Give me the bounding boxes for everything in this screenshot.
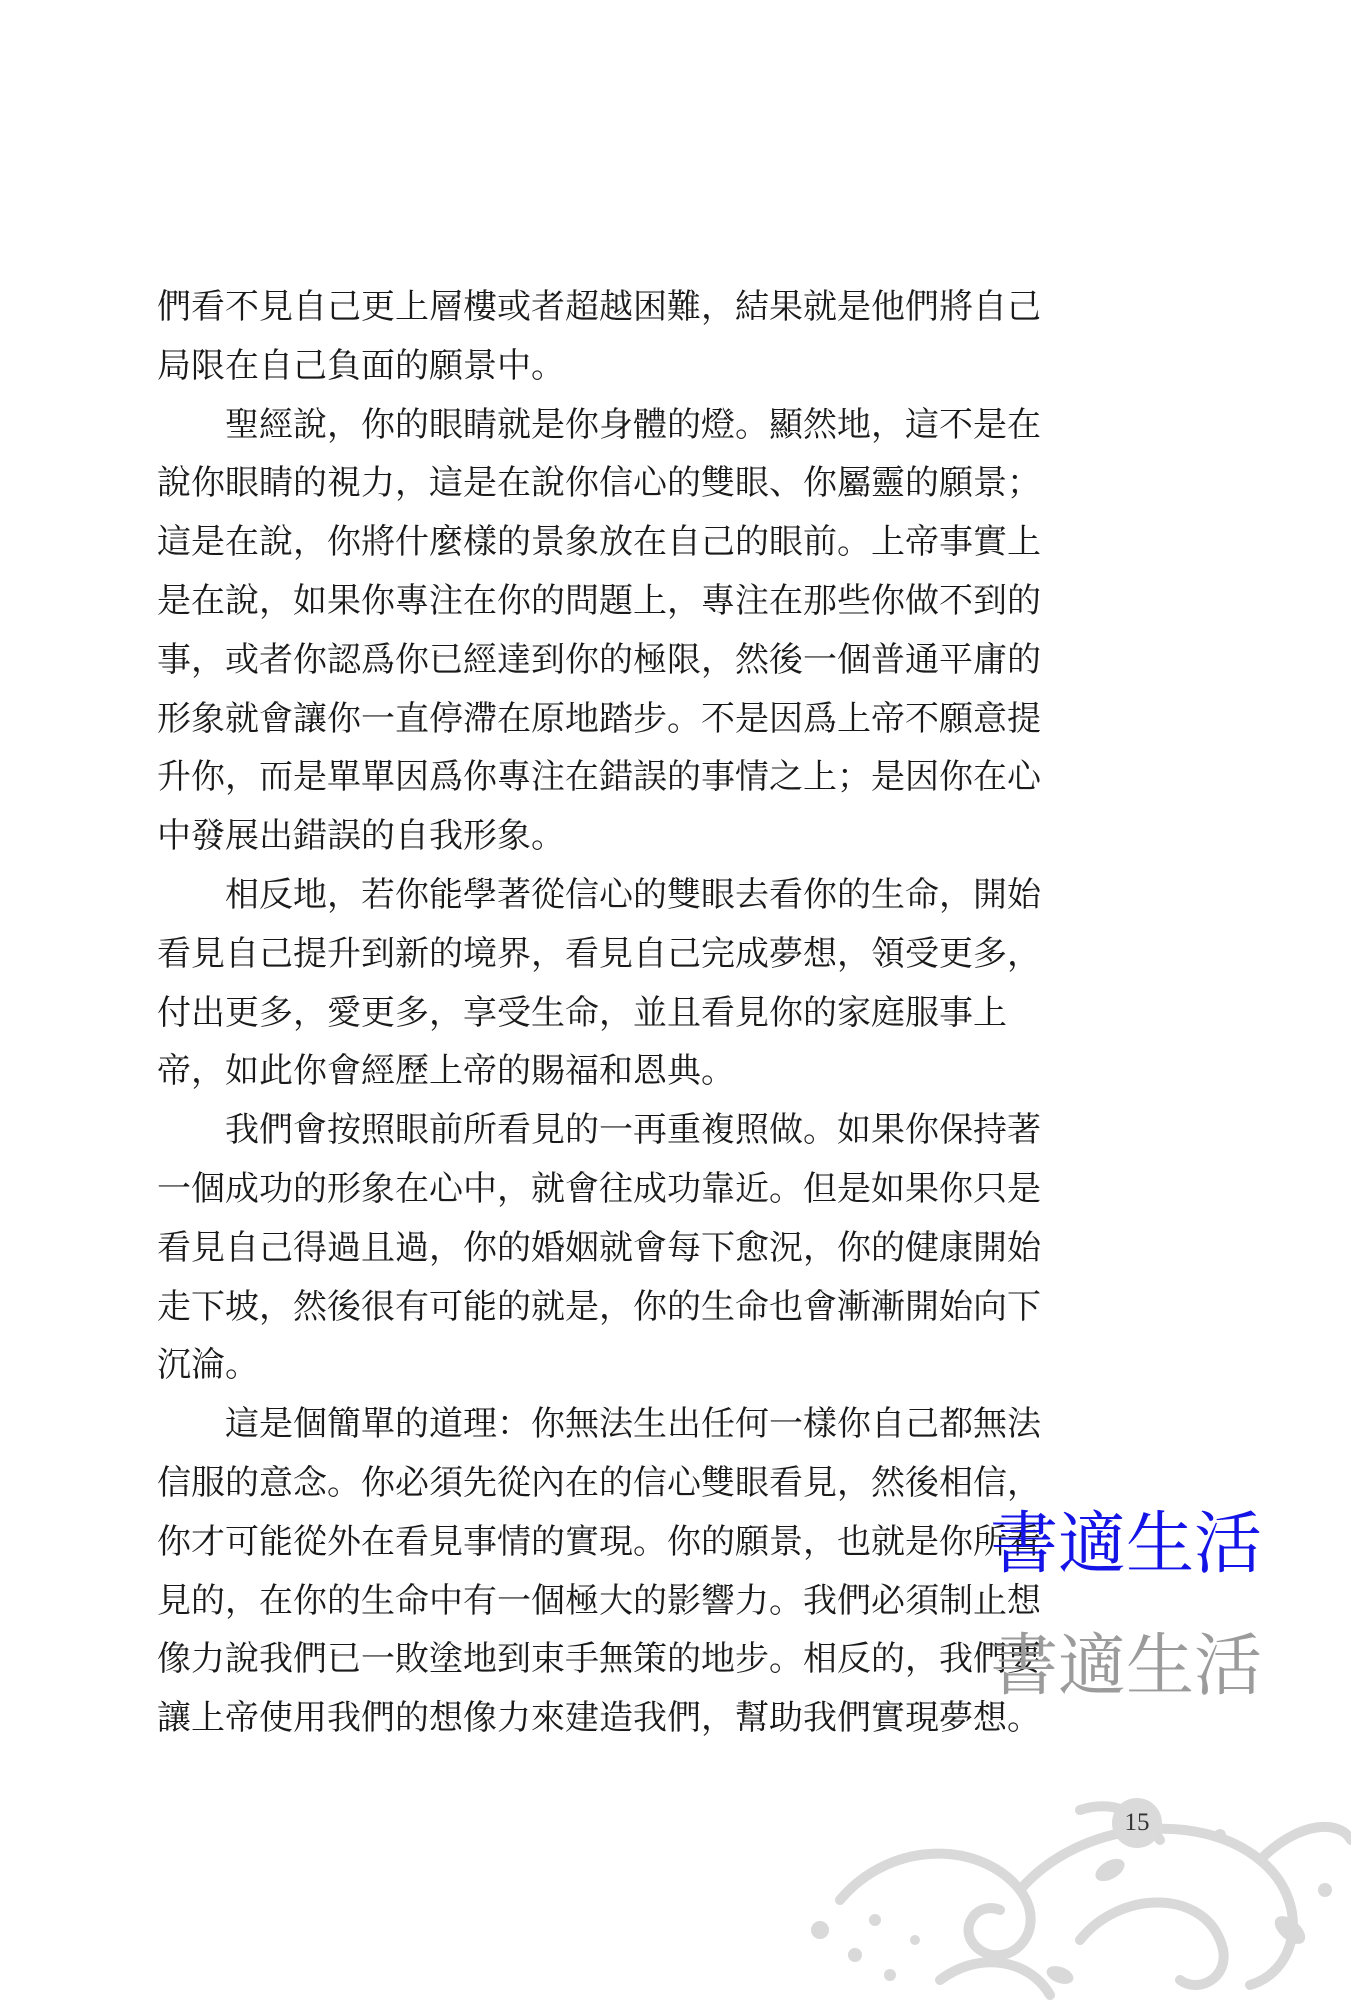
text-line: 升你，而是單單因爲你專注在錯誤的事情之上；是因你在心 bbox=[157, 757, 1041, 798]
watermark-secondary: 書適生活 bbox=[990, 1627, 1263, 1706]
text-line: 聖經說，你的眼睛就是你身體的燈。顯然地，這不是在 bbox=[225, 404, 1041, 445]
text-line: 們看不見自己更上層樓或者超越困難，結果就是他們將自己 bbox=[157, 287, 1041, 327]
text-line: 看見自己提升到新的境界，看見自己完成夢想，領受更多， bbox=[157, 933, 1041, 974]
text-line: 帝，如此你會經歷上帝的賜福和恩典。 bbox=[157, 1051, 735, 1092]
page-number: 15 bbox=[1124, 1809, 1150, 1836]
text-line: 這是個簡單的道理：你無法生出任何一樣你自己都無法 bbox=[225, 1404, 1041, 1445]
text-line: 一個成功的形象在心中，就會往成功靠近。但是如果你只是 bbox=[157, 1168, 1041, 1209]
text-line: 局限在自己負面的願景中。 bbox=[157, 345, 565, 386]
page-number-badge bbox=[1112, 1798, 1162, 1848]
text-line: 中發展出錯誤的自我形象。 bbox=[157, 816, 565, 857]
text-line: 沉淪。 bbox=[157, 1345, 259, 1386]
text-line: 信服的意念。你必須先從內在的信心雙眼看見，然後相信， bbox=[157, 1462, 1041, 1503]
text-line: 走下坡，然後很有可能的就是，你的生命也會漸漸開始向下 bbox=[157, 1286, 1041, 1327]
text-line: 事，或者你認爲你已經達到你的極限，然後一個普通平庸的 bbox=[157, 639, 1041, 680]
text-line: 見的，在你的生命中有一個極大的影響力。我們必須制止想 bbox=[157, 1580, 1041, 1621]
text-line: 我們會按照眼前所看見的一再重複照做。如果你保持著 bbox=[225, 1110, 1041, 1151]
text-line: 是在說，如果你專注在你的問題上，專注在那些你做不到的 bbox=[157, 580, 1041, 621]
text-line: 像力說我們已一敗塗地到束手無策的地步。相反的，我們要 bbox=[157, 1639, 1041, 1680]
text-line: 讓上帝使用我們的想像力來建造我們，幫助我們實現夢想。 bbox=[157, 1698, 1041, 1739]
text-line: 這是在說，你將什麼樣的景象放在自己的眼前。上帝事實上 bbox=[157, 522, 1041, 563]
body-text bbox=[157, 278, 1047, 1748]
text-line: 形象就會讓你一直停滯在原地踏步。不是因爲上帝不願意提 bbox=[157, 698, 1041, 739]
floral-swirl-icon bbox=[780, 1780, 1351, 2000]
text-line: 說你眼睛的視力，這是在說你信心的雙眼、你屬靈的願景； bbox=[157, 463, 1041, 504]
text-line: 看見自己得過且過，你的婚姻就會每下愈況，你的健康開始 bbox=[157, 1227, 1041, 1268]
text-line: 你才可能從外在看見事情的實現。你的願景，也就是你所看 bbox=[157, 1521, 1041, 1562]
text-line: 付出更多，愛更多，享受生命，並且看見你的家庭服事上 bbox=[157, 992, 1007, 1033]
watermark-primary: 書適生活 bbox=[990, 1505, 1263, 1584]
text-line: 相反地，若你能學著從信心的雙眼去看你的生命，開始 bbox=[225, 874, 1041, 915]
